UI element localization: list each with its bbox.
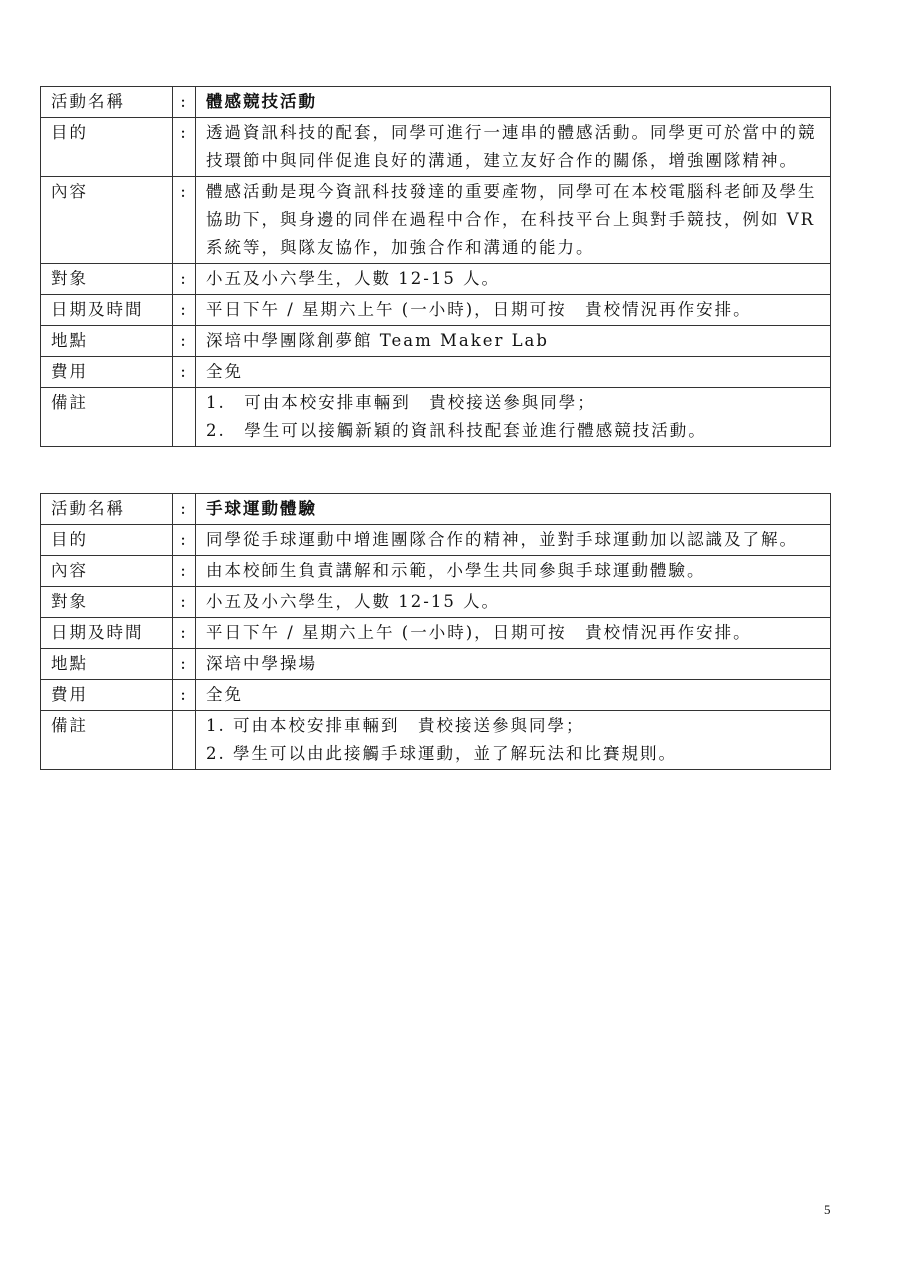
row-content <box>41 177 831 264</box>
row-notes <box>41 388 831 447</box>
field-label: 費用 <box>41 357 173 388</box>
field-colon: : <box>173 680 196 711</box>
row-activity-name <box>41 87 831 118</box>
field-label: 日期及時間 <box>41 295 173 326</box>
note-item: 1. 可由本校安排車輛到 貴校接送參與同學； <box>206 393 596 412</box>
field-value: 透過資訊科技的配套，同學可進行一連串的體感活動。同學更可於當中的競技環節中與同伴促進良好的溝通，建立友好合作的關係，增強團隊精神。 <box>196 118 831 177</box>
field-label: 目的 <box>41 525 173 556</box>
note-item: 2. 學生可以接觸新穎的資訊科技配套並進行體感競技活動。 <box>206 421 707 440</box>
field-colon: : <box>173 177 196 264</box>
field-value: 平日下午 / 星期六上午 (一小時)，日期可按 貴校情況再作安排。 <box>196 295 831 326</box>
row-notes <box>41 711 831 770</box>
field-label: 對象 <box>41 587 173 618</box>
field-value: 同學從手球運動中增進團隊合作的精神，並對手球運動加以認識及了解。 <box>196 525 831 556</box>
field-label: 活動名稱 <box>41 494 173 525</box>
notes-list <box>196 388 831 447</box>
row-target <box>41 587 831 618</box>
row-date-time <box>41 295 831 326</box>
activity-table-motion-sensing <box>40 86 831 447</box>
field-colon: : <box>173 357 196 388</box>
field-label: 備註 <box>41 388 173 447</box>
field-value: 由本校師生負責講解和示範，小學生共同參與手球運動體驗。 <box>196 556 831 587</box>
field-colon: : <box>173 295 196 326</box>
field-colon: : <box>173 649 196 680</box>
field-label: 地點 <box>41 649 173 680</box>
row-fee <box>41 357 831 388</box>
note-item: 2. 學生可以由此接觸手球運動，並了解玩法和比賽規則。 <box>206 744 677 763</box>
field-colon-empty <box>173 388 196 447</box>
row-content <box>41 556 831 587</box>
field-value: 全免 <box>196 357 831 388</box>
activity-title: 手球運動體驗 <box>196 494 831 525</box>
field-value: 深培中學團隊創夢館 Team Maker Lab <box>196 326 831 357</box>
field-label: 日期及時間 <box>41 618 173 649</box>
field-colon: : <box>173 87 196 118</box>
field-value: 體感活動是現今資訊科技發達的重要產物，同學可在本校電腦科老師及學生協助下，與身邊的同伴在過程中合作，在科技平台上與對手競技，例如 VR 系統等，與隊友協作，加強合作和溝通的能力。 <box>196 177 831 264</box>
row-venue <box>41 326 831 357</box>
field-colon: : <box>173 326 196 357</box>
field-value: 全免 <box>196 680 831 711</box>
field-value: 深培中學操場 <box>196 649 831 680</box>
field-colon: : <box>173 494 196 525</box>
field-label: 費用 <box>41 680 173 711</box>
field-label: 對象 <box>41 264 173 295</box>
row-fee <box>41 680 831 711</box>
field-label: 目的 <box>41 118 173 177</box>
field-value: 平日下午 / 星期六上午 (一小時)，日期可按 貴校情況再作安排。 <box>196 618 831 649</box>
field-label: 活動名稱 <box>41 87 173 118</box>
field-value: 小五及小六學生，人數 12-15 人。 <box>196 264 831 295</box>
row-purpose <box>41 118 831 177</box>
field-colon: : <box>173 556 196 587</box>
notes-list <box>196 711 831 770</box>
field-label: 地點 <box>41 326 173 357</box>
page-number: 5 <box>824 1202 831 1217</box>
note-item: 1. 可由本校安排車輛到 貴校接送參與同學； <box>206 716 585 735</box>
field-label: 內容 <box>41 177 173 264</box>
activity-title: 體感競技活動 <box>196 87 831 118</box>
field-colon: : <box>173 618 196 649</box>
activity-table-handball <box>40 493 831 770</box>
row-target <box>41 264 831 295</box>
field-colon: : <box>173 118 196 177</box>
row-purpose <box>41 525 831 556</box>
row-venue <box>41 649 831 680</box>
field-value: 小五及小六學生，人數 12-15 人。 <box>196 587 831 618</box>
field-colon: : <box>173 587 196 618</box>
row-activity-name <box>41 494 831 525</box>
row-date-time <box>41 618 831 649</box>
field-colon: : <box>173 525 196 556</box>
field-label: 備註 <box>41 711 173 770</box>
field-label: 內容 <box>41 556 173 587</box>
field-colon-empty <box>173 711 196 770</box>
field-colon: : <box>173 264 196 295</box>
